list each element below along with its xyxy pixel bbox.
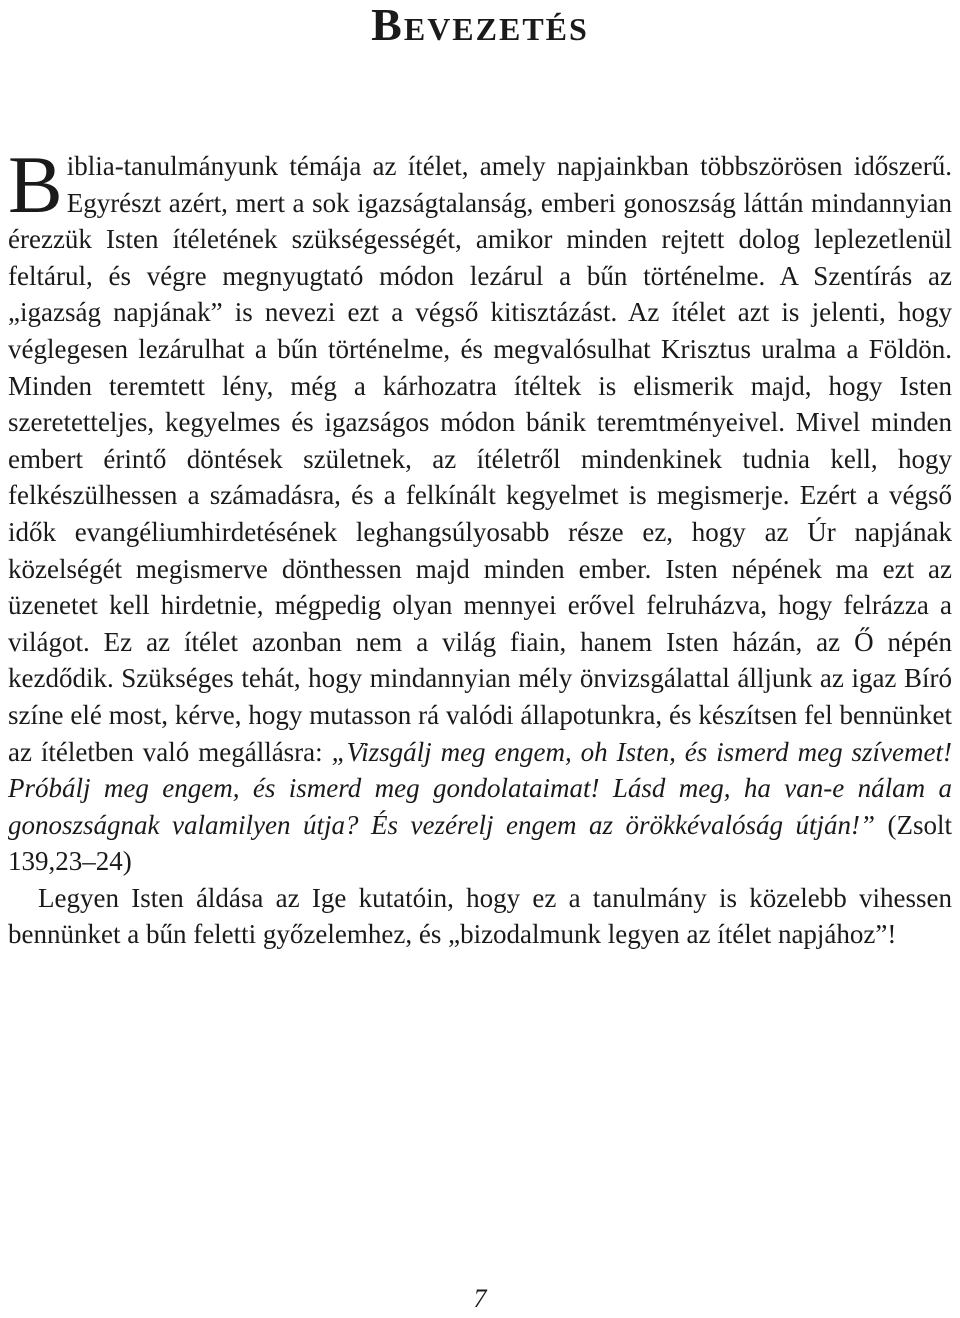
paragraph-intro bbox=[8, 139, 952, 880]
chapter-title: Bevezetés bbox=[371, 0, 589, 50]
psalm-reference: (Zsolt 139,23–24) bbox=[8, 809, 952, 877]
body-text bbox=[8, 139, 952, 953]
page-number: 7 bbox=[473, 1284, 487, 1313]
paragraph-blessing: Legyen Isten áldása az Ige kutatóin, hogy ez a tanulmány is közelebb vihessen bennünket a bűn feletti győzelemhez, és „bizodalmunk legyen az ítélet napjához”! bbox=[8, 882, 952, 950]
paragraph-intro-text: iblia-tanulmányunk témája az ítélet, amely napjainkban többszörösen időszerű. Egyrészt azért, mert a sok igazságtalanság, emberi gonoszság láttán mindannyian érezzük Isten ítéletének szükségességét, amikor minden rejtett dolog leplezetlenül feltárul, és végre megnyugtató módon lezárul a bűn történelme. A Szentírás az „igazság napjának” is nevezi ezt a végső kitisztázást. Az ítélet azt is jelenti, hogy véglegesen lezárulhat a bűn történelme, és megvalósulhat Krisztus uralma a Földön. Minden teremtett lény, még a kárhozatra ítéltek is elismerik majd, hogy Isten szeretetteljes, kegyelmes és igazságos módon bánik teremtményeivel. Mivel minden embert érintő döntések születnek, az ítéletről mindenkinek tudnia kell, hogy felkészülhessen a számadásra, és a felkínált kegyelmet is megismerje. Ezért a végső idők evangéliumhirdetésének leghangsúlyosabb része ez, hogy az Úr napjának közelségét megismerve dönthessen majd minden ember. Isten népének ma ezt az üzenetet kell hirdetnie, mégpedig olyan mennyei erővel felruházva, hogy felrázza a világot. Ez az ítélet azonban nem a világ fiain, hanem Isten házán, az Ő népén kezdődik. Szükséges tehát, hogy mindannyian mély önvizsgálattal álljunk az igaz Bíró színe elé most, kérve, hogy mutasson rá valódi állapotunkra, és készítsen fel bennünket az ítéletben való megállásra: bbox=[8, 151, 952, 767]
psalm-quote: „Vizsgálj meg engem, oh Isten, és ismerd meg szívemet! Próbálj meg engem, és ismerd meg gondolataimat! Lásd meg, ha van-e nálam a gonoszságnak valamilyen útja? És vezérelj engem az örökkévalóság útján!” bbox=[8, 736, 952, 840]
drop-cap: B bbox=[8, 139, 63, 230]
